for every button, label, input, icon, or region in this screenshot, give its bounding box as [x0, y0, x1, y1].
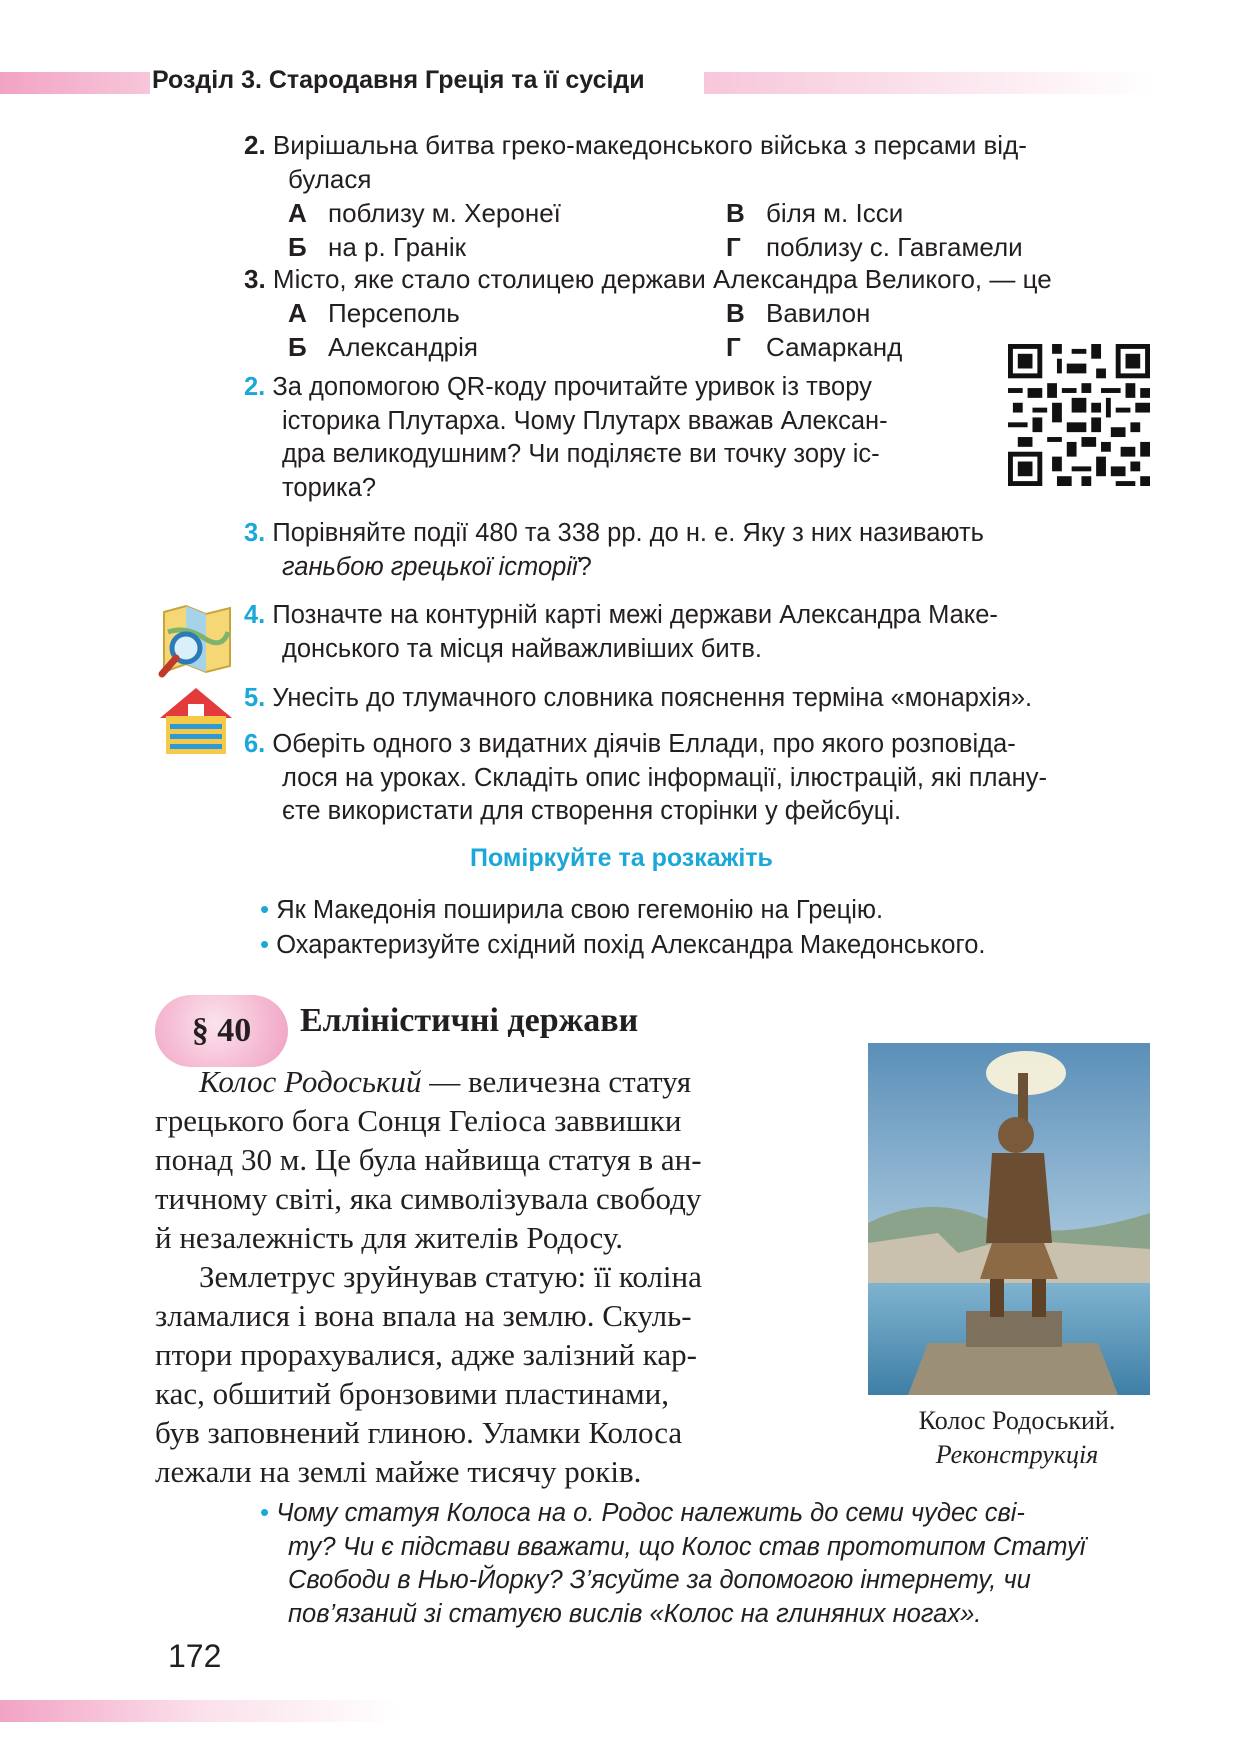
question-text: Вирішальна битва греко-македонського війська з персами від-	[272, 130, 1027, 160]
figure-caption: Колос Родоський. Реконструкція	[918, 1406, 1116, 1469]
task-number: 2.	[244, 373, 266, 401]
task-3: 3. Порівняйте події 480 та 338 рр. до н. е. Яку з них називають ганьбою грецької історії?	[244, 519, 984, 581]
option-a: А Персеполь	[288, 298, 460, 328]
task-5: 5. Унесіть до тлумачного словника пояснення терміна «монархія».	[244, 684, 1033, 712]
test-question-2	[244, 128, 1164, 196]
question-number: 2.	[244, 130, 266, 160]
option-v: В біля м. Ісси	[726, 198, 904, 228]
question-text: булася	[288, 164, 372, 194]
task-number: 5.	[244, 684, 266, 712]
paragraph-2: Землетрус зруйнував статую: її коліна зламалися і вона впала на землю. Скуль- птори прорахувалися, адже залізний кар- кас, обшитий бронзовими пластинами, був заповнений глиною. Уламки Колоса лежали на землі майже тисячу років.	[155, 1259, 702, 1489]
task-number: 3.	[244, 519, 266, 547]
option-b: Б на р. Гранік	[288, 232, 466, 262]
section-title: Елліністичні держави	[300, 1002, 639, 1039]
task-4: 4. Позначте на контурній карті межі держави Александра Маке- донського та місця найважливіших битв.	[244, 601, 998, 663]
test-question-3	[244, 262, 1174, 296]
list-item: • Як Македонія поширила свою гегемонію на Грецію.	[260, 894, 884, 924]
task-number: 4.	[244, 601, 266, 629]
option-g: Г поблизу с. Гавгамели	[726, 232, 1023, 262]
option-v: В Вавилон	[726, 298, 871, 328]
option-b: Б Александрія	[288, 332, 478, 362]
house-icon	[156, 684, 236, 756]
question-number: 3.	[244, 264, 266, 294]
option-g: Г Самарканд	[726, 332, 903, 362]
page-number: 172	[168, 1638, 222, 1674]
footer-bar	[0, 1700, 400, 1722]
option-a: А поблизу м. Херонеї	[288, 198, 561, 228]
task-6: 6. Оберіть одного з видатних діячів Еллади, про якого розповіда- лося на уроках. Складіть опис інформації, ілюстрацій, які плану- єте використати для створення сторінки у фейсбуці.	[244, 730, 1047, 825]
think-list	[260, 893, 1160, 962]
header-bar-right	[704, 72, 1154, 94]
chapter-title: Розділ 3. Стародавня Греція та її сусіди	[152, 66, 645, 94]
qr-code-icon[interactable]	[1008, 344, 1150, 486]
think-heading: Поміркуйте та розкажіть	[470, 844, 773, 872]
map-magnifier-icon	[156, 602, 236, 682]
paragraph-1: Колос Родоський — величезна статуя грецького бога Сонця Геліоса заввишки понад 30 м. Це була найвища статуя в ан- тичному світі, яка символізувала свободу й незалежність для жителів Родосу.	[155, 1064, 702, 1255]
header-bar-left	[0, 72, 150, 94]
task-2: 2. За допомогою QR-коду прочитайте уривок із твору історика Плутарха. Чому Плутарх вважав Алексан- дра великодушним? Чи поділяєте ви точку зору іс- торика?	[244, 373, 888, 502]
task-number: 6.	[244, 730, 266, 758]
section-question: • Чому статуя Колоса на о. Родос належить до семи чудес сві- ту? Чи є підстави вважати, що Колос став прототипом Статуї Свободи в Нью-Йорку? З’ясуйте за допомогою інтернету, чи пов’язаний зі статуєю вислів «Колос на глиняних ногах».	[260, 1497, 1086, 1628]
section-badge: § 40	[155, 995, 288, 1067]
list-item: • Охарактеризуйте східний похід Александра Македонського.	[260, 928, 986, 959]
colossus-illustration	[868, 1043, 1150, 1395]
question-text: Місто, яке стало столицею держави Александра Великого, — це	[272, 264, 1052, 294]
